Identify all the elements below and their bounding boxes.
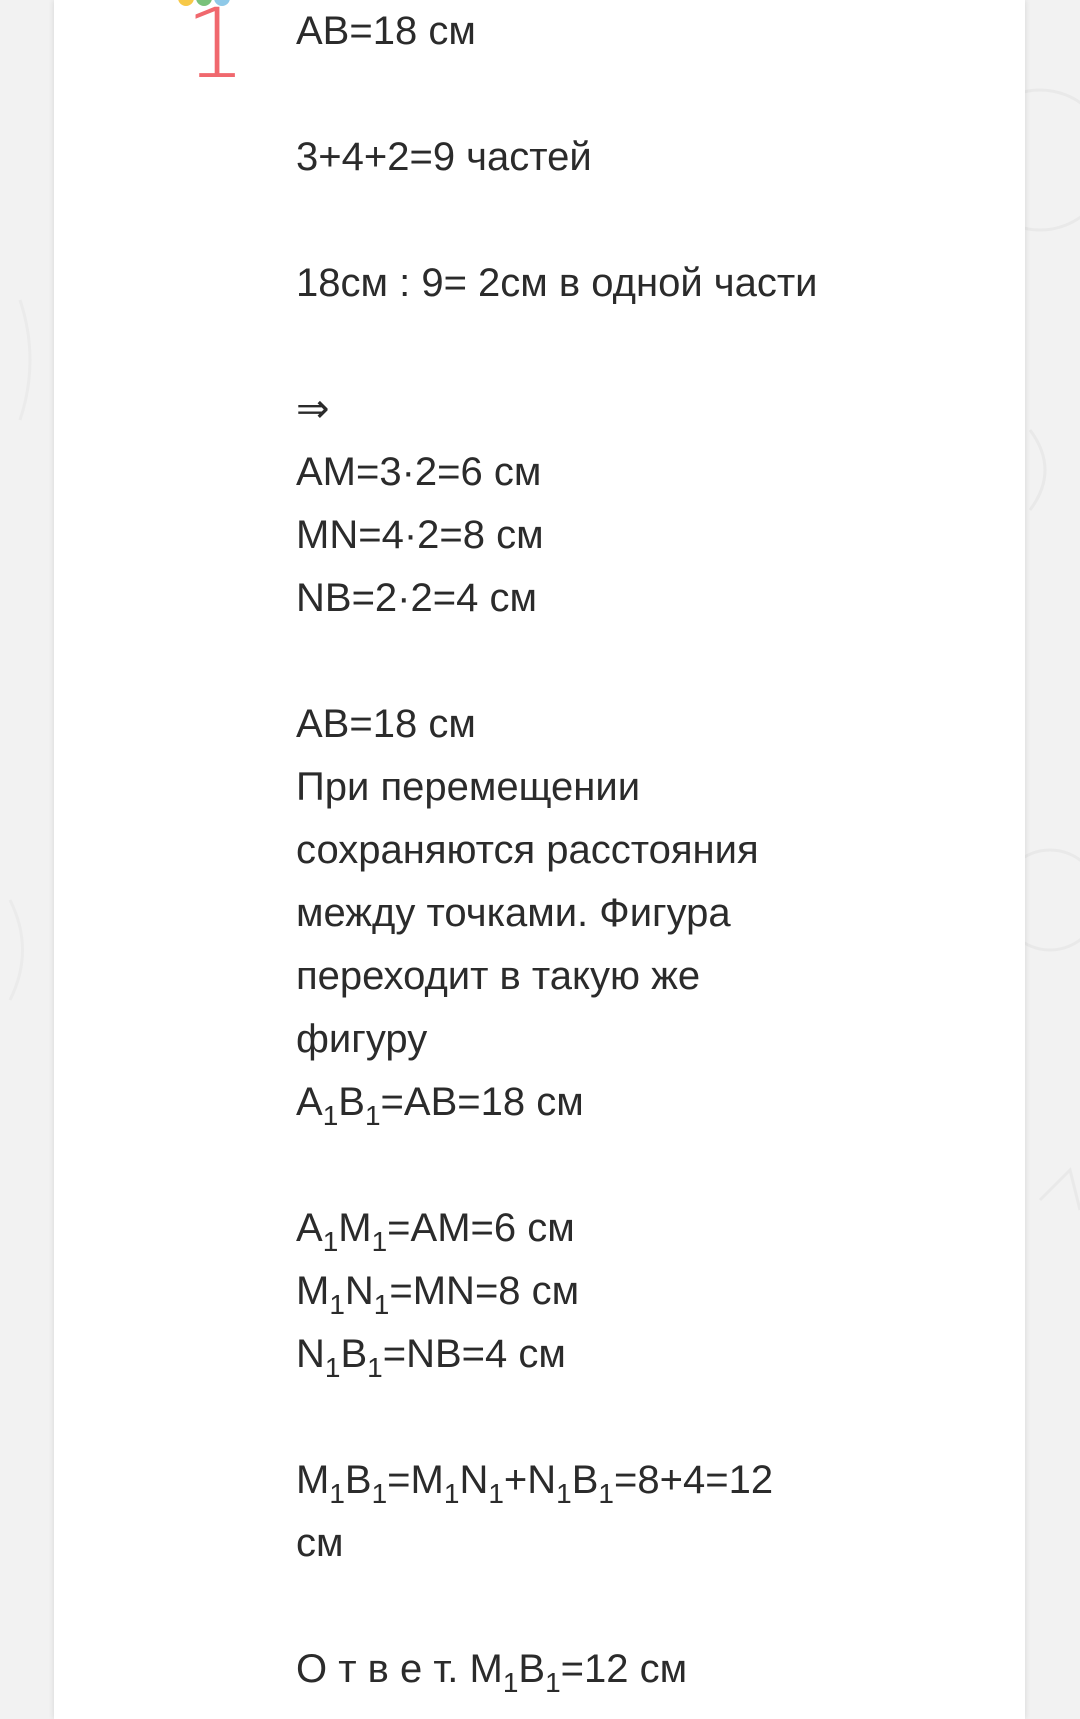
answer-line: фигуру: [296, 1017, 428, 1061]
line-gap: [296, 315, 996, 378]
answer-text: [296, 0, 996, 1701]
answer-line: MN=4·2=8 см: [296, 513, 544, 557]
equation-a1m1: $A_1M_1=AM=6$ см: [296, 1206, 575, 1257]
answer-line: При перемещении: [296, 765, 641, 809]
line-gap: [296, 63, 996, 126]
line-gap: [296, 1134, 996, 1197]
final-answer: О т в е т. $M_1B_1=12$ см: [296, 1647, 688, 1698]
answer-line: 3+4+2=9 частей: [296, 135, 592, 179]
answer-line: 18см : 9= 2см в одной части: [296, 261, 818, 305]
line-gap: [296, 1386, 996, 1449]
equation-a1b1: $A_1B_1=AB=18$ см: [296, 1080, 584, 1131]
equation-m1b1-unit: см: [296, 1521, 344, 1565]
answer-line: AB=18 см: [296, 702, 476, 746]
implies-arrow: ⇒: [296, 387, 330, 431]
equation-m1n1: $M_1N_1=MN=8$ см: [296, 1269, 580, 1320]
line-gap: [296, 1575, 996, 1638]
answer-line: NB=2·2=4 см: [296, 576, 537, 620]
equation-n1b1: $N_1B_1=NB=4$ см: [296, 1332, 566, 1383]
line-gap: [296, 630, 996, 693]
answer-line: AB=18 см: [296, 9, 476, 53]
answer-line: AM=3·2=6 см: [296, 450, 542, 494]
line-gap: [296, 189, 996, 252]
equation-m1b1-sum: $M_1B_1=M_1N_1+N_1B_1=8+4=12$: [296, 1458, 774, 1509]
answer-line: между точками. Фигура: [296, 891, 731, 935]
answer-line: сохраняются расстояния: [296, 828, 759, 872]
answer-line: переходит в такую же: [296, 954, 701, 998]
answer-rank-badge: 1: [185, 0, 247, 100]
